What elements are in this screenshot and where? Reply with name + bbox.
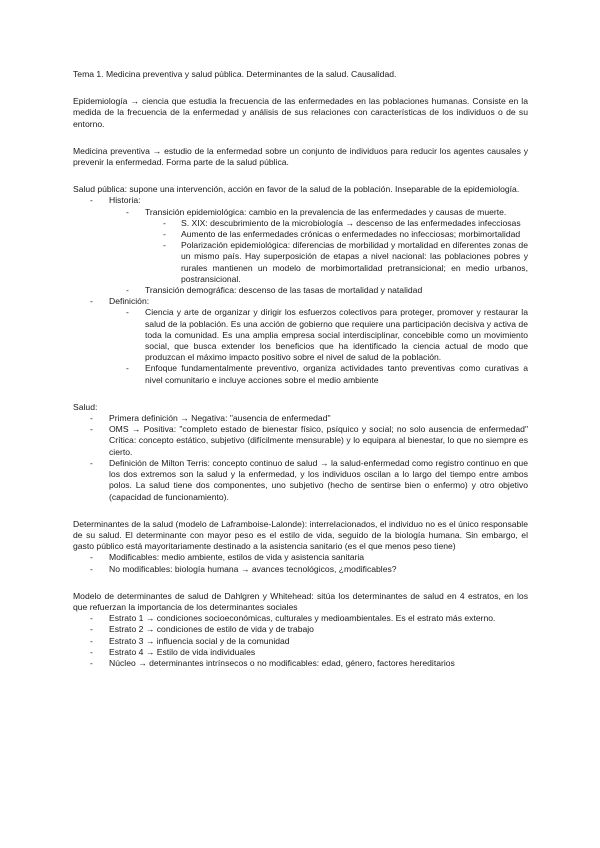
salud-label: Salud:: [73, 401, 98, 412]
historia-list: [73, 207, 528, 297]
definicion-label: Definición:: [109, 296, 150, 307]
transicion-epidemiologica: Transición epidemiológica: cambio en la prevalencia de las enfermedades y causas de muerte.: [145, 206, 507, 217]
salud-publica-list: [73, 195, 528, 385]
dahlgren-intro: Modelo de determinantes de salud de Dahlgren y Whitehead: sitúa los determinantes de salud en 4 estratos, en los que refuerzan la importancia de los determinantes sociales: [73, 590, 528, 612]
list-item: - Estrato 3 → influencia social y de la comunidad: [73, 636, 528, 647]
determinantes-intro: Determinantes de la salud (modelo de Laframboise-Lalonde): interrelacionados, el individuo no es el único responsable de su salud. El determinante con mayor peso es el estilo de vida, seguido de la biología humana. Sin embargo, el gasto público está mayoritariamente destinado a la asistencia sanitario (es el que menos peso tiene): [73, 518, 528, 552]
dahlgren-list: [73, 613, 528, 669]
list-item: [73, 195, 528, 296]
list-item: - OMS → Positiva: "completo estado de bienestar físico, psíquico y social; no solo ausencia de enfermedad" Crítica: concepto estático, subjetivo (difícilmente mensurable) y lo equipara al bienestar, lo que no siempre es cierto.: [73, 424, 528, 458]
list-item: - Estrato 2 → condiciones de estilo de vida y de trabajo: [73, 624, 528, 635]
list-item: [73, 296, 528, 386]
transicion-epidemiologica-list: [73, 218, 528, 285]
list-item: - Núcleo → determinantes intrínsecos o no modificables: edad, género, factores hereditarios: [73, 658, 528, 669]
list-item: - No modificables: biología humana → avances tecnológicos, ¿modificables?: [73, 564, 528, 575]
list-item: - Estrato 4 → Estilo de vida individuales: [73, 647, 528, 658]
list-item: - Polarización epidemiológica: diferencias de morbilidad y mortalidad en diferentes zonas de un mismo país. Hay superposición de etapas a nivel nacional: las poblaciones pobres y rurales mantienen un modelo de morbimortalidad pretransicional; en medio urbanos, postransicional.: [73, 240, 528, 285]
list-item: - Estrato 1 → condiciones socioeconómicas, culturales y medioambientales. Es el estrato más externo.: [73, 613, 528, 624]
list-item: - Aumento de las enfermedades crónicas o enfermedades no infecciosas; morbimortalidad: [73, 229, 528, 240]
list-item: - Primera definición → Negativa: "ausencia de enfermedad": [73, 413, 528, 424]
document-page: [73, 69, 528, 669]
list-item: - S. XIX: descubrimiento de la microbiología → descenso de las enfermedades infecciosas: [73, 218, 528, 229]
historia-label: Historia:: [109, 195, 141, 206]
determinantes-list: [73, 552, 528, 574]
salud-list: [73, 413, 528, 503]
salud-publica-intro: Salud pública: supone una intervención, acción en favor de la salud de la población. Inseparable de la epidemiología.: [73, 184, 520, 195]
list-item: - Modificables: medio ambiente, estilos de vida y asistencia sanitaria: [73, 552, 528, 563]
list-item: - Enfoque fundamentalmente preventivo, organiza actividades tanto preventivas como curativas a nivel comunitario e incluye acciones sobre el medio ambiente: [73, 363, 528, 385]
epidemiologia-paragraph: Epidemiología → ciencia que estudia la frecuencia de las enfermedades en las poblaciones humanas. Consiste en la medida de la frecuencia de la enfermedad y análisis de sus relaciones con características de los individuos o de su entorno.: [73, 96, 528, 129]
list-item: - Transición demográfica: descenso de las tasas de mortalidad y natalidad: [73, 285, 528, 296]
list-item: - Ciencia y arte de organizar y dirigir los esfuerzos colectivos para proteger, promover y restaurar la salud de la población. Es una acción de gobierno que requiere una participación decisiva y activa de toda la comunidad. Es una amplia empresa social interdisciplinar, concebible como un movimiento social, que busca extender los beneficios que ha identificado la ciencia actual de modo que produzcan el máximo impacto positivo sobre el nivel de salud de la población.: [73, 307, 528, 363]
definicion-list: [73, 307, 528, 385]
list-item: [73, 207, 528, 285]
list-item: - Definición de Milton Terris: concepto continuo de salud → la salud-enfermedad como registro continuo en que los dos extremos son la salud y la enfermedad, y los individuos oscilan a lo largo del tiempo entre ambos polos. La salud tiene dos componentes, uno subjetivo (hecho de sentirse bien o enfermo) y otro objetivo (capacidad de funcionamiento).: [73, 458, 528, 503]
document-title: Tema 1. Medicina preventiva y salud pública. Determinantes de la salud. Causalidad.: [73, 69, 397, 79]
medicina-preventiva-paragraph: Medicina preventiva → estudio de la enfermedad sobre un conjunto de individuos para reducir los agentes causales y prevenir la enfermedad. Forma parte de la salud pública.: [73, 145, 528, 168]
